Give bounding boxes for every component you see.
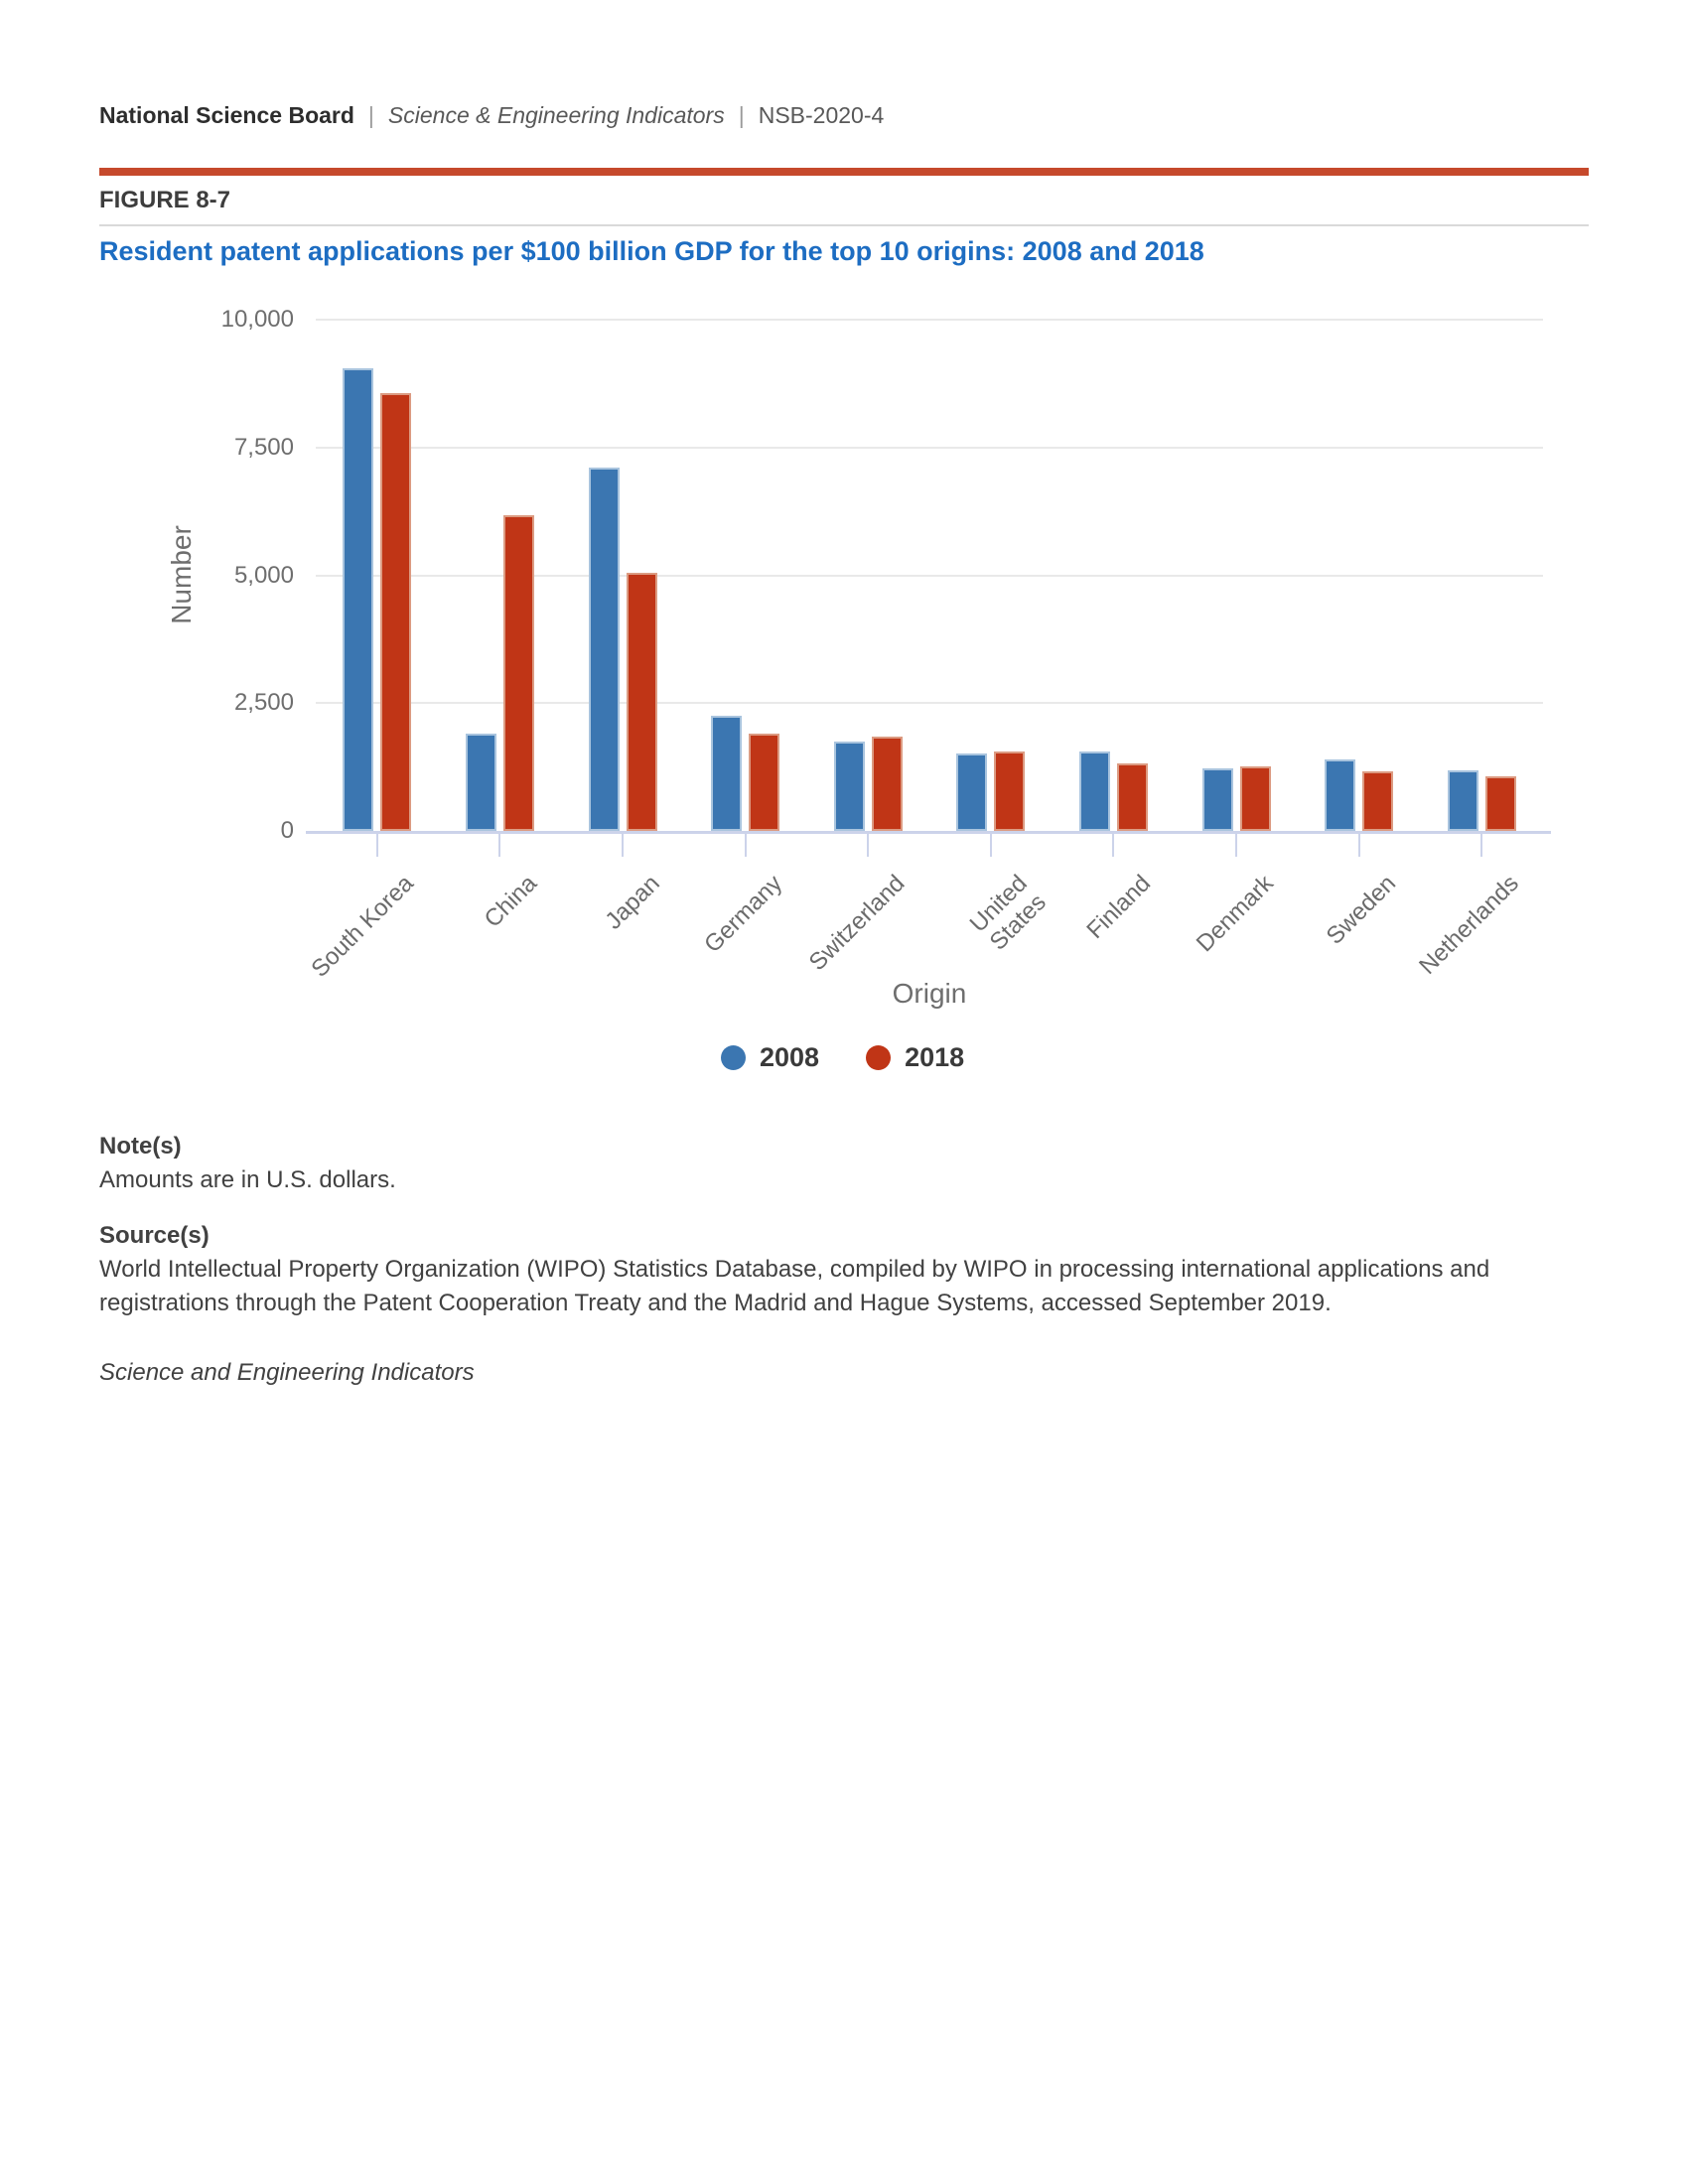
x-axis-label-sweden: Sweden: [1321, 870, 1401, 950]
gridline-5,000: [316, 575, 1543, 577]
bar-2018-netherlands: [1485, 776, 1516, 831]
x-axis-label-south-korea: South Korea: [306, 870, 420, 983]
x-axis-label-china: China: [479, 870, 542, 933]
legend-swatch-2008-icon: [721, 1045, 746, 1070]
legend-label-2008: 2008: [760, 1041, 820, 1072]
legend-swatch-2018-icon: [866, 1045, 891, 1070]
x-axis-tick: [622, 833, 624, 857]
bar-2008-netherlands: [1448, 770, 1478, 831]
gridline-10,000: [316, 319, 1543, 321]
bar-2008-germany: [711, 716, 742, 831]
brand-name: National Science Board: [99, 102, 354, 128]
bar-2018-south-korea: [380, 393, 411, 831]
x-axis-tick: [376, 833, 378, 857]
figure-label: FIGURE 8-7: [99, 187, 231, 213]
x-axis-tick: [1358, 833, 1360, 857]
bar-2008-japan: [589, 468, 620, 831]
x-axis-label-denmark: Denmark: [1191, 870, 1279, 958]
bar-2008-china: [466, 734, 496, 831]
x-axis-label-switzerland: Switzerland: [803, 870, 911, 977]
x-axis-line: [306, 831, 1551, 834]
sources-heading: Source(s): [99, 1222, 210, 1249]
y-axis-tick-label: 2,500: [233, 689, 294, 717]
x-axis-tick: [745, 833, 747, 857]
figure-title: Resident patent applications per $100 billion GDP for the top 10 origins: 2008 and 2018: [99, 236, 1204, 266]
publication-name: Science & Engineering Indicators: [387, 102, 725, 128]
x-axis-label-japan: Japan: [600, 870, 665, 935]
x-axis-tick: [990, 833, 992, 857]
header-separator: |: [367, 102, 374, 128]
y-axis-tick-label: 0: [280, 817, 294, 844]
bar-2008-south-korea: [343, 368, 373, 831]
bar-2018-denmark: [1240, 766, 1271, 831]
y-axis-tick-label: 5,000: [233, 561, 294, 589]
bar-2018-finland: [1117, 763, 1148, 831]
bar-2018-china: [503, 515, 534, 831]
bar-2018-united-states: [994, 751, 1025, 831]
chart-legend: [721, 1042, 964, 1072]
y-axis-tick-label: 7,500: [233, 433, 294, 461]
legend-item-2008: [721, 1042, 819, 1073]
x-axis-tick: [867, 833, 869, 857]
sources-text: World Intellectual Property Organization (WIPO) Statistics Database, compiled by WIPO in processing international applications and registrations through the Patent Cooperation Treaty and the Madrid and Hague Systems, accessed September 2019.: [99, 1256, 1490, 1316]
bar-2008-united-states: [956, 753, 987, 831]
header-separator: |: [738, 102, 745, 128]
x-axis-tick: [1112, 833, 1114, 857]
notes-heading: Note(s): [99, 1133, 182, 1160]
notes-section: [99, 1130, 1589, 1390]
bar-2018-sweden: [1362, 771, 1393, 831]
x-axis-label-united-states: United States: [965, 870, 1053, 956]
legend-label-2018: 2018: [905, 1041, 965, 1072]
x-axis-title: Origin: [892, 978, 967, 1009]
x-axis-tick: [498, 833, 500, 857]
bar-2008-finland: [1079, 751, 1110, 831]
bar-2018-germany: [749, 734, 779, 831]
y-axis-tick-label: 10,000: [220, 306, 294, 333]
bar-2008-sweden: [1325, 759, 1355, 831]
bar-2018-japan: [627, 573, 657, 831]
bar-2018-switzerland: [872, 737, 903, 831]
bar-2008-switzerland: [834, 742, 865, 831]
x-axis-label-germany: Germany: [699, 870, 787, 959]
x-axis-label-finland: Finland: [1081, 870, 1156, 945]
report-id: NSB-2020-4: [758, 102, 885, 128]
footer-publication: Science and Engineering Indicators: [99, 1359, 475, 1386]
notes-text: Amounts are in U.S. dollars.: [99, 1166, 396, 1193]
x-axis-label-netherlands: Netherlands: [1413, 870, 1524, 980]
legend-item-2018: [866, 1042, 964, 1073]
gridline-7,500: [316, 447, 1543, 449]
bar-2008-denmark: [1202, 768, 1233, 831]
x-axis-tick: [1235, 833, 1237, 857]
x-axis-tick: [1480, 833, 1482, 857]
y-axis-title: Number: [166, 524, 197, 624]
gridline-2,500: [316, 702, 1543, 704]
